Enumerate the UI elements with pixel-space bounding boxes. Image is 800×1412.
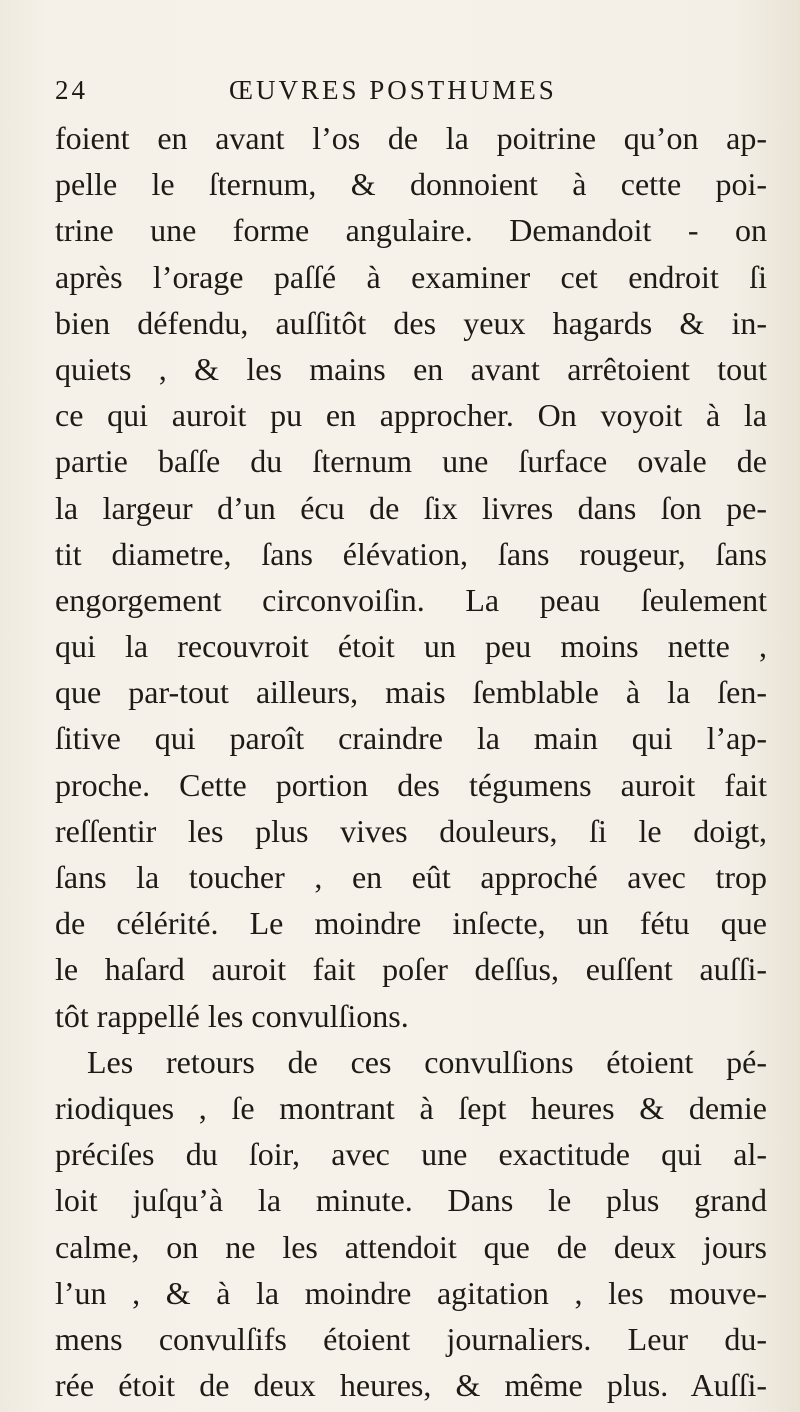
- text-line: bien défendu, auſſitôt des yeux hagards & in-: [55, 304, 767, 341]
- text-line: riodiques , ſe montrant à ſept heures & demie: [55, 1089, 767, 1126]
- text-line: la largeur d’un écu de ſix livres dans ſon pe-: [55, 489, 767, 526]
- text-line: qui la recouvroit étoit un peu moins nette ,: [55, 628, 767, 665]
- text-line: de célérité. Le moindre inſecte, un fétu que: [55, 905, 767, 942]
- text-line: mens convulſifs étoient journaliers. Leur du-: [55, 1320, 767, 1357]
- paragraph-end-line: tôt rappellé les convulſions.: [55, 997, 409, 1034]
- text-line: ce qui auroit pu en approcher. On voyoit à la: [55, 397, 767, 434]
- page-number: 24: [55, 75, 88, 105]
- text-line: préciſes du ſoir, avec une exactitude qui al-: [55, 1136, 767, 1173]
- text-line: reſſentir les plus vives douleurs, ſi le doigt,: [55, 812, 767, 849]
- text-line: loit juſqu’à la minute. Dans le plus grand: [55, 1182, 767, 1219]
- text-line: rée étoit de deux heures, & même plus. Auſſi-: [55, 1367, 767, 1404]
- text-line: proche. Cette portion des tégumens auroit fait: [55, 766, 767, 803]
- text-line: foient en avant l’os de la poitrine qu’on ap-: [55, 120, 767, 156]
- page-header: [55, 75, 755, 115]
- text-line: le haſard auroit fait poſer deſſus, euſſent auſſi-: [55, 951, 767, 988]
- text-line: pelle le ſternum, & donnoient à cette poi-: [55, 166, 767, 203]
- text-line: partie baſſe du ſternum une ſurface ovale de: [55, 443, 767, 480]
- text-line: que par-tout ailleurs, mais ſemblable à la ſen-: [55, 674, 767, 711]
- body-text: [55, 115, 767, 1408]
- text-line: trine une forme angulaire. Demandoit - on: [55, 212, 767, 249]
- text-line: après l’orage paſſé à examiner cet endroit ſi: [55, 258, 767, 295]
- text-line: tit diametre, ſans élévation, ſans rougeur, ſans: [55, 535, 767, 572]
- text-line: calme, on ne les attendoit que de deux jours: [55, 1228, 767, 1265]
- text-line: engorgement circonvoiſin. La peau ſeulement: [55, 581, 767, 618]
- text-line: quiets , & les mains en avant arrêtoient tout: [55, 350, 767, 387]
- running-title: ŒUVRES POSTHUMES: [229, 75, 557, 105]
- text-line: ſans la toucher , en eût approché avec trop: [55, 859, 767, 895]
- text-line: ſitive qui paroît craindre la main qui l’ap-: [55, 720, 767, 757]
- text-line: l’un , & à la moindre agitation , les mouve-: [55, 1274, 767, 1311]
- paragraph-start-line: Les retours de ces convulſions étoient pé-: [87, 1043, 767, 1080]
